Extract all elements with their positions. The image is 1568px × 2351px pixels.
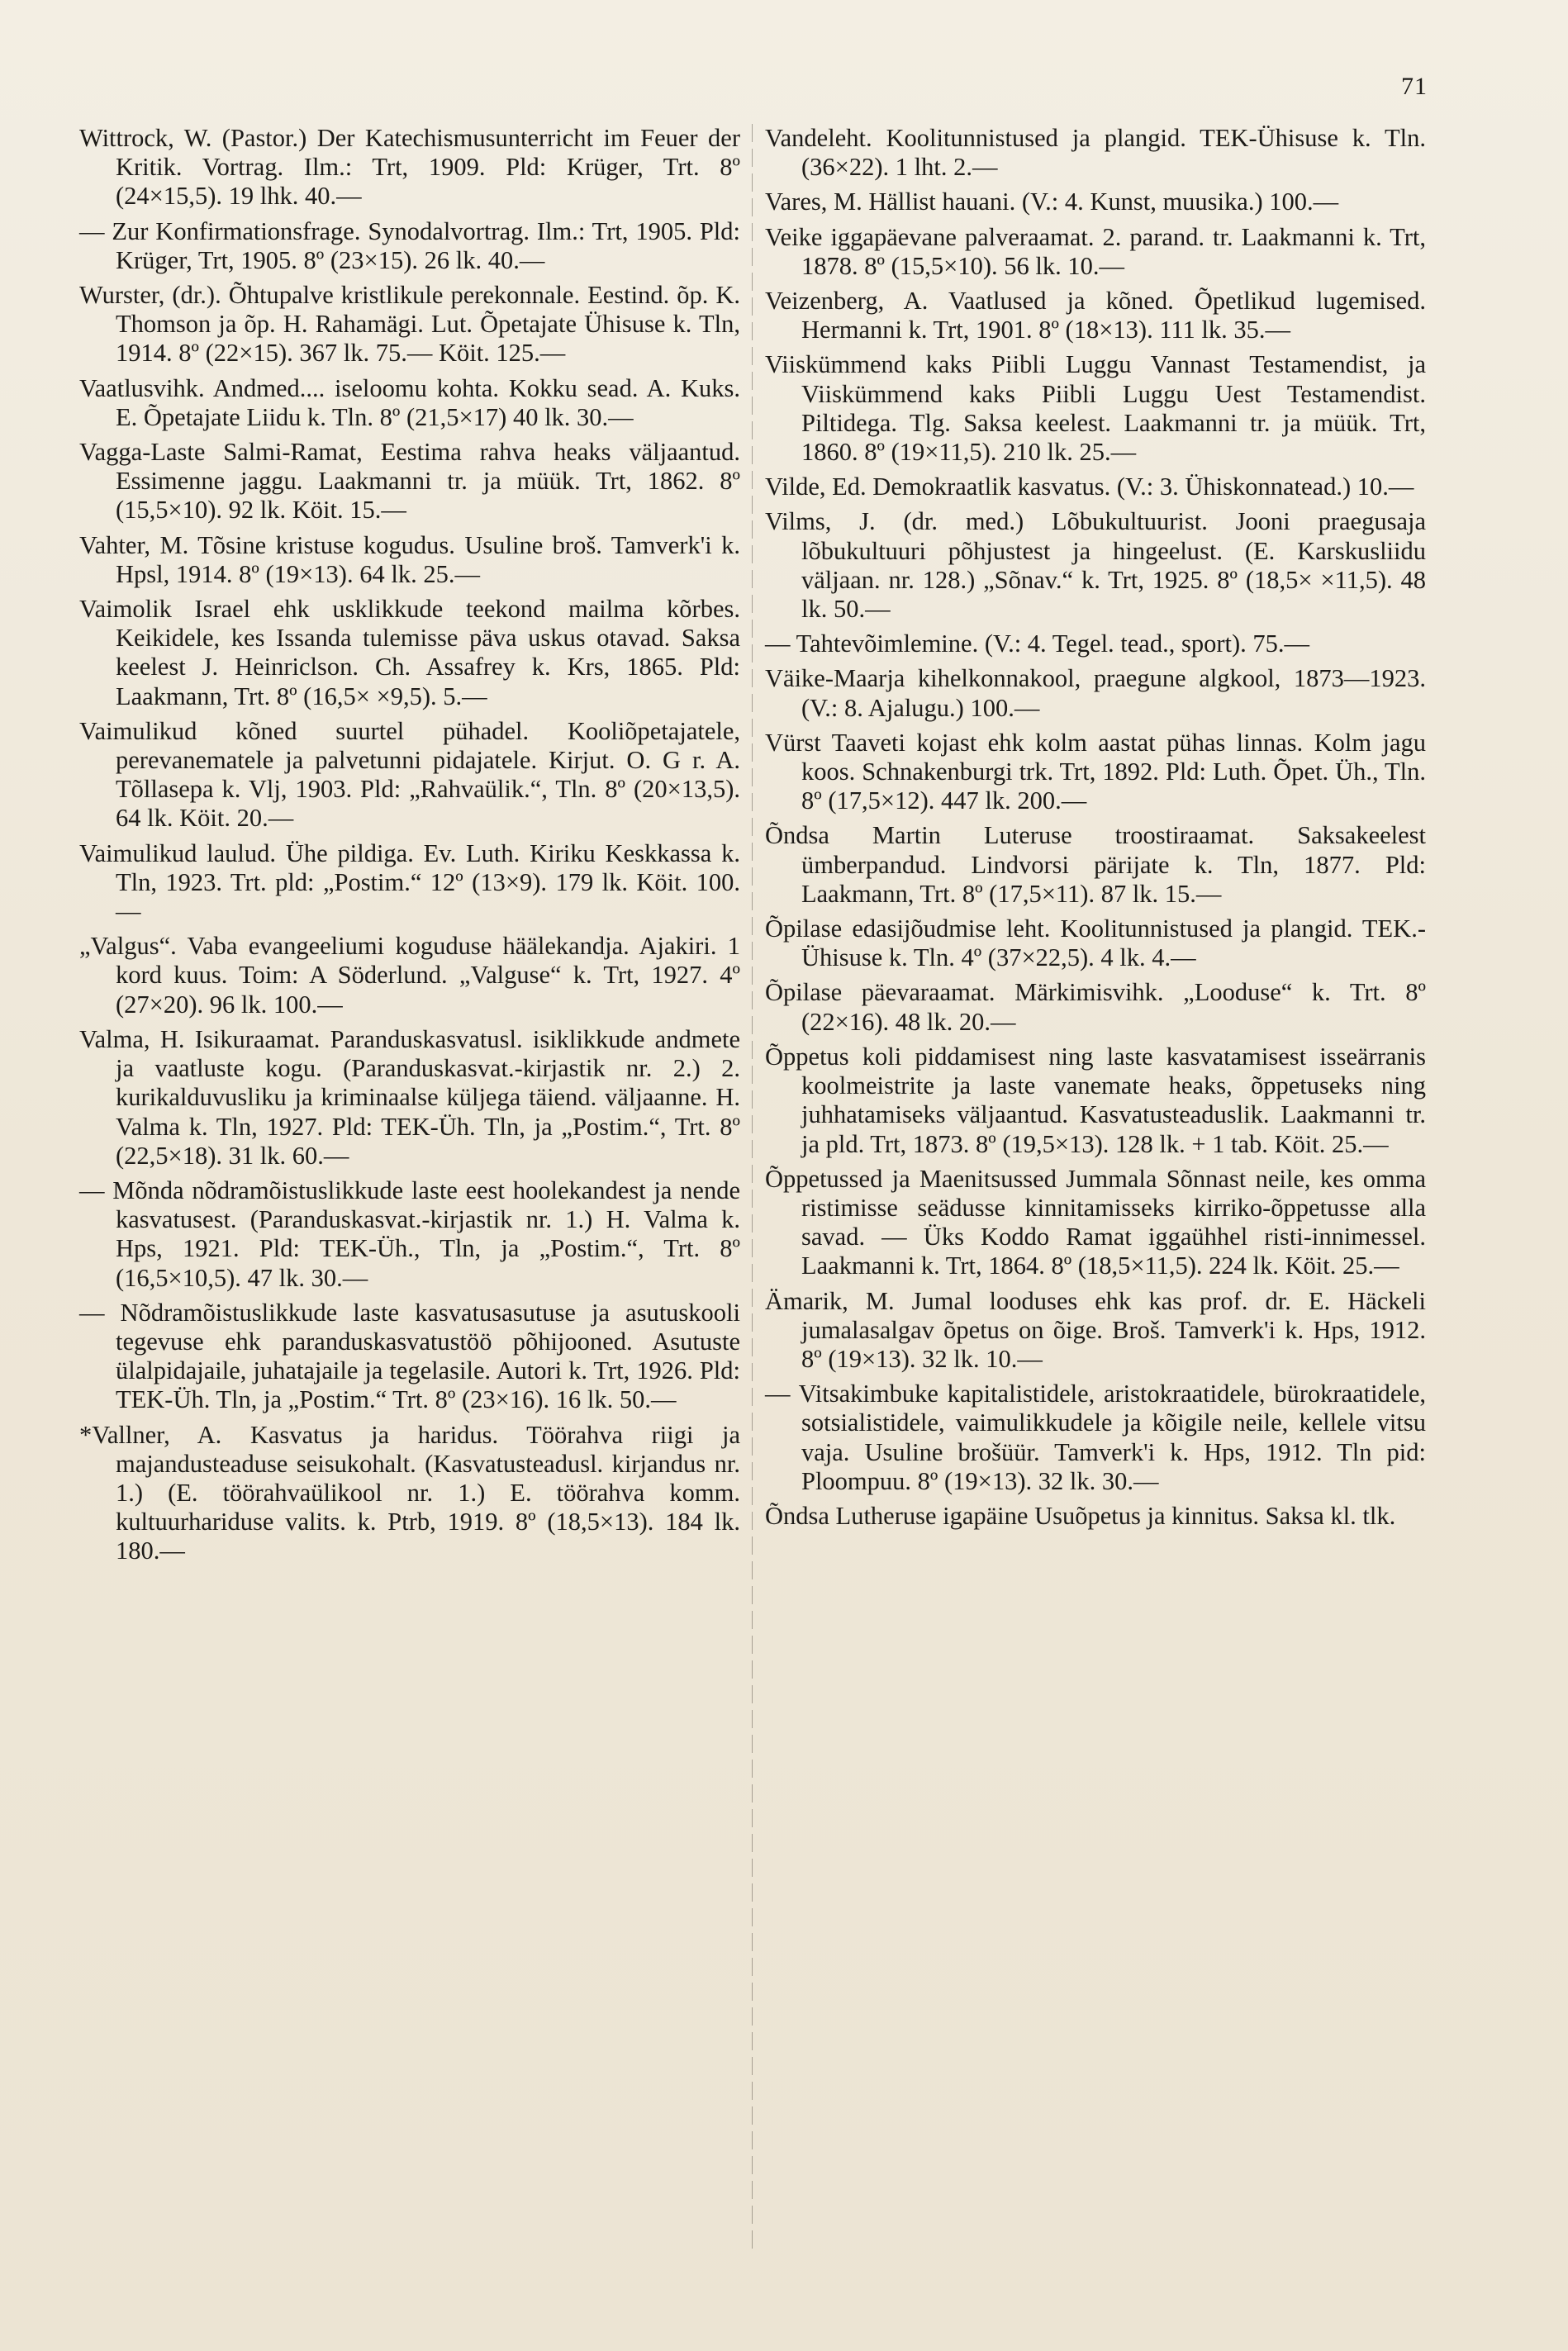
catalog-entry: Vilde, Ed. Demokraatlik kasvatus. (V.: 3. Ühiskonnatead.) 10.—	[765, 473, 1414, 501]
catalog-entry: Wittrock, W. (Pastor.) Der Katechismusunterricht im Feuer der Kritik. Vortrag. Ilm.: Trt, 1909. Pld: Krüger, Trt. 8º (24×15,5). 19 lhk. 40.—	[79, 124, 740, 211]
catalog-entry: Veike iggapäevane palveraamat. 2. parand. tr. Laakmanni k. Trt, 1878. 8º (15,5×10). 56 lk. 10.—	[765, 222, 1426, 280]
catalog-entry: Vaimolik Israel ehk usklikkude teekond mailma kõrbes. Keikidele, kes Issanda tulemisse päva uskus otavad. Saksa keelest J. Heinriclson. Ch. Assafrey k. Krs, 1865. Pld: Laakmann, Trt. 8º (16,5× ×9,5). 5.—	[79, 595, 740, 710]
catalog-entry: Valma, H. Isikuraamat. Paranduskasvatusl. isiklikkude andmete ja vaatluste kogu. (Paranduskasvat.-kirjastik nr. 2.) 2. kurikalduvusliku ja kriminaalse küljega täiend. väljaanne. H. Valma k. Tln, 1927. Pld: TEK-Üh. Tln, ja „Postim.“, Trt. 8º (22,5×18). 31 lk. 60.—	[79, 1024, 740, 1170]
catalog-entry: Vahter, M. Tõsine kristuse kogudus. Usuline broš. Tamverk'i k. Hpsl, 1914. 8º (19×13). 64 lk. 25.—	[79, 530, 740, 588]
right-column	[765, 124, 1426, 1536]
catalog-entry: Vares, M. Hällist hauani. (V.: 4. Kunst, muusika.) 100.—	[765, 188, 1339, 216]
catalog-entry: Õndsa Martin Luteruse troostiraamat. Saksakeelest ümberpandud. Lindvorsi pärijate k. Tln, 1877. Pld: Laakmann, Trt. 8º (17,5×11). 87 lk. 15.—	[765, 821, 1426, 908]
catalog-entry: Väike-Maarja kihelkonnakool, praegune algkool, 1873—1923. (V.: 8. Ajalugu.) 100.—	[765, 664, 1426, 722]
catalog-entry: Vaimulikud kõned suurtel pühadel. Kooliõpetajatele, perevanematele ja palvetunni pidajatele. Kirjut. O. G r. A. Tõllasepa k. Vlj, 1903. Pld: „Rahvaülik.“, Tln. 8º (20×13,5). 64 lk. Köit. 20.—	[79, 716, 740, 833]
catalog-entry: Õndsa Lutheruse igapäine Usuõpetus ja kinnitus. Saksa kl. tlk.	[765, 1501, 1396, 1530]
catalog-entry: Vandeleht. Koolitunnistused ja plangid. TEK-Ühisuse k. Tln. (36×22). 1 lht. 2.—	[765, 124, 1426, 182]
catalog-entry: Veizenberg, A. Vaatlused ja kõned. Õpetlikud lugemised. Hermanni k. Trt, 1901. 8º (18×13). 111 lk. 35.—	[765, 287, 1426, 344]
catalog-entry: Vagga-Laste Salmi-Ramat, Eestima rahva heaks väljaantud. Essimenne jaggu. Laakmanni tr. ja müük. Trt, 1862. 8º (15,5×10). 92 lk. Köit. 15.—	[79, 438, 740, 525]
catalog-entry: Vaatlusvihk. Andmed.... iseloomu kohta. Kokku sead. A. Kuks. E. Õpetajate Liidu k. Tln. 8º (21,5×17) 40 lk. 30.—	[79, 373, 740, 431]
catalog-entry: — Vitsakimbuke kapitalistidele, aristokraatidele, bürokraatidele, sotsialistidele, vaimulikkudele ja kõigile neile, kellele vitsu vaja. Usuline brošüür. Tamverk'i k. Hps, 1912. Tln pid: Ploompuu. 8º (19×13). 32 lk. 30.—	[765, 1380, 1426, 1495]
catalog-entry: Wurster, (dr.). Õhtupalve kristlikule perekonnale. Eestind. õp. K. Thomson ja õp. H. Rahamägi. Lut. Õpetajate Ühisuse k. Tln, 1914. 8º (22×15). 367 lk. 75.— Köit. 125.—	[79, 281, 740, 368]
page-number: 71	[1401, 73, 1428, 100]
catalog-entry: Vilms, J. (dr. med.) Lõbukultuurist. Jooni praegusaja lõbukultuuri põhjustest ja hingeelust. (E. Karskusliidu väljaan. nr. 128.) „Sõnav.“ k. Trt, 1925. 8º (18,5× ×11,5). 48 lk. 50.—	[765, 507, 1426, 624]
catalog-entry: Ämarik, M. Jumal looduses ehk kas prof. dr. E. Häckeli jumalasalgav õpetus on õige. Broš. Tamverk'i k. Hps, 1912. 8º (19×13). 32 lk. 10.—	[765, 1286, 1426, 1373]
catalog-entry: Viiskümmend kaks Piibli Luggu Vannast Testamendist, ja Viiskümmend kaks Piibli Luggu Uest Testamendist. Piltidega. Tlg. Saksa keelest. Laakmanni tr. ja müük. Trt, 1860. 8º (19×11,5). 210 lk. 25.—	[765, 350, 1426, 467]
catalog-entry: — Mõnda nõdramõistuslikkude laste eest hoolekandest ja nende kasvatusest. (Paranduskasvat.-kirjastik nr. 1.) H. Valma k. Hps, 1921. Pld: TEK-Üh., Tln, ja „Postim.“, Trt. 8º (16,5×10,5). 47 lk. 30.—	[79, 1176, 740, 1292]
catalog-entry: Õpilase päevaraamat. Märkimisvihk. „Looduse“ k. Trt. 8º (22×16). 48 lk. 20.—	[765, 978, 1426, 1036]
catalog-entry: „Valgus“. Vaba evangeeliumi koguduse häälekandja. Ajakiri. 1 kord kuus. Toim: A Söderlund. „Valguse“ k. Trt, 1927. 4º (27×20). 96 lk. 100.—	[79, 932, 740, 1019]
catalog-entry: — Zur Konfirmationsfrage. Synodalvortrag. Ilm.: Trt, 1905. Pld: Krüger, Trt, 1905. 8º (23×15). 26 lk. 40.—	[79, 216, 740, 274]
catalog-entry: Õpilase edasijõudmise leht. Koolitunnistused ja plangid. TEK.-Ühisuse k. Tln. 4º (37×22,5). 4 lk. 4.—	[765, 914, 1426, 972]
catalog-entry: Vaimulikud laulud. Ühe pildiga. Ev. Luth. Kiriku Keskkassa k. Tln, 1923. Trt. pld: „Postim.“ 12º (13×9). 179 lk. Köit. 100.—	[79, 838, 740, 926]
catalog-entry: Õppetussed ja Maenitsussed Jummala Sõnnast neile, kes omma ristimisse seädusse kinnitamisseks kirriko-õppetusse alla savad. — Üks Koddo Ramat iggaühhel risti-innimessel. Laakmanni k. Trt, 1864. 8º (18,5×11,5). 224 lk. Köit. 25.—	[765, 1164, 1426, 1280]
catalog-entry: Õppetus koli piddamisest ning laste kasvatamisest isseärranis koolmeistrite ja laste vanemate heaks, õppetuseks ning juhhatamiseks väljaantud. Kasvatusteaduslik. Laakmanni tr. ja pld. Trt, 1873. 8º (19,5×13). 128 lk. + 1 tab. Köit. 25.—	[765, 1042, 1426, 1158]
catalog-entry: — Nõdramõistuslikkude laste kasvatusasutuse ja asutuskooli tegevuse ehk paranduskasvatustöö põhijooned. Asutuste ülalpidajaile, juhatajaile ja tegelasile. Autori k. Trt, 1926. Pld: TEK-Üh. Tln, ja „Postim.“ Trt. 8º (23×16). 16 lk. 50.—	[79, 1298, 740, 1414]
column-divider	[752, 124, 753, 2255]
left-column	[79, 124, 740, 1572]
catalog-entry: — Tahtevõimlemine. (V.: 4. Tegel. tead., sport). 75.—	[765, 629, 1309, 658]
catalog-entry: Vürst Taaveti kojast ehk kolm aastat pühas linnas. Kolm jagu koos. Schnakenburgi trk. Trt, 1892. Pld: Luth. Õpet. Üh., Tln. 8º (17,5×12). 447 lk. 200.—	[765, 728, 1426, 815]
catalog-entry: *Vallner, A. Kasvatus ja haridus. Töörahva riigi ja majandusteaduse seisukohalt. (Kasvatusteadusl. kirjandus nr. 1.) (E. töörahvaülikool nr. 1.) E. töörahva komm. kultuurhariduse valits. k. Ptrb, 1919. 8º (18,5×13). 184 lk. 180.—	[79, 1420, 740, 1565]
